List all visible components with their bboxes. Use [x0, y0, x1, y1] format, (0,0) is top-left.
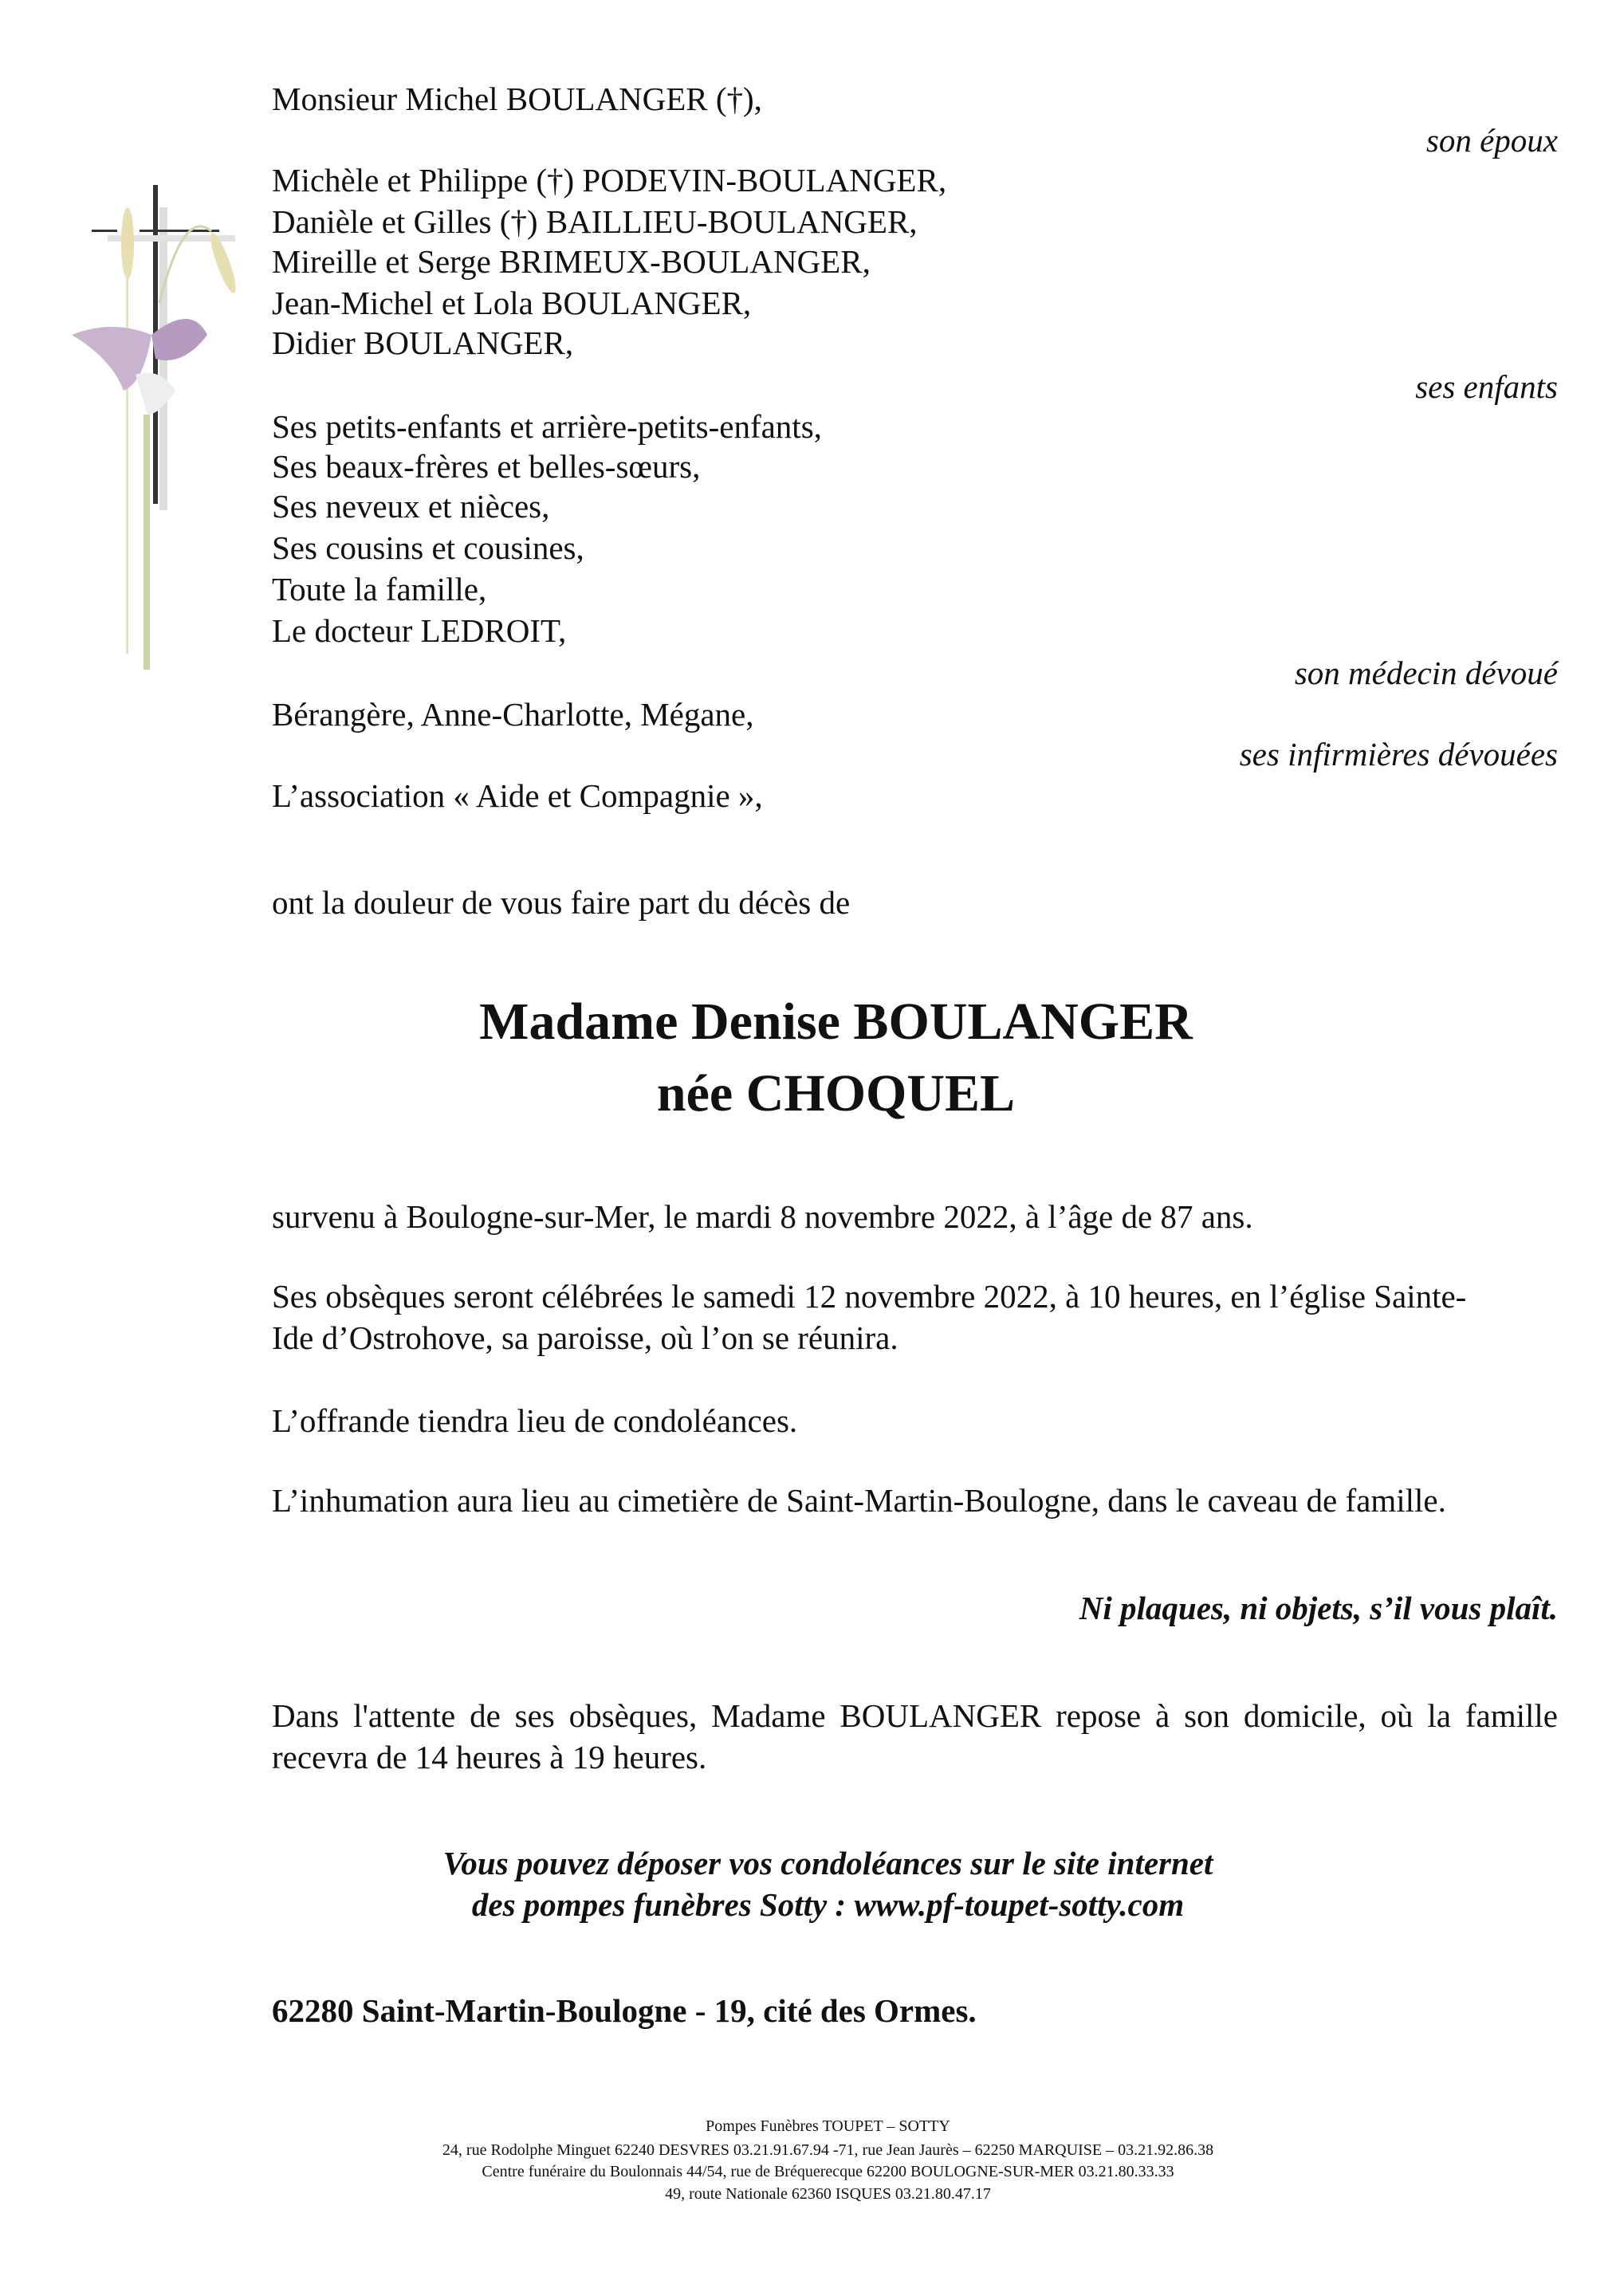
family-line: Toute la famille, [272, 571, 487, 607]
footer-address: 49, route Nationale 62360 ISQUES 03.21.80.47.17 [665, 2185, 991, 2203]
family-line: Didier BOULANGER, [272, 324, 574, 361]
repose-details: Dans l'attente de ses obsèques, Madame BOULANGER repose à son domicile, où la famille recevra de 14 heures à 19 heures. [272, 1697, 1558, 1775]
family-line: Ses neveux et nièces, [272, 488, 550, 525]
burial-details: L’inhumation aura lieu au cimetière de Saint-Martin-Boulogne, dans le caveau de famille. [272, 1482, 1446, 1519]
role-children: ses enfants [1415, 368, 1558, 405]
role-doctor: son médecin dévoué [1294, 655, 1558, 691]
footer-company: Pompes Funèbres TOUPET – SOTTY [706, 2117, 950, 2135]
deceased-name: Madame Denise BOULANGER [479, 993, 1193, 1051]
family-line: Le docteur LEDROIT, [272, 612, 567, 649]
footer-address: Centre funéraire du Boulonnais 44/54, rue de Bréquerecque 62200 BOULOGNE-SUR-MER 03.21.80.33.33 [482, 2163, 1174, 2180]
family-line: Bérangère, Anne-Charlotte, Mégane, [272, 696, 754, 733]
family-line: Ses cousins et cousines, [272, 529, 584, 566]
family-line: Monsieur Michel BOULANGER (†), [272, 81, 762, 117]
announcement: ont la douleur de vous faire part du décès de [272, 884, 851, 921]
deceased-maiden-name: née CHOQUEL [656, 1064, 1016, 1122]
family-line: Jean-Michel et Lola BOULANGER, [272, 285, 752, 321]
family-line: Michèle et Philippe (†) PODEVIN-BOULANGER, [272, 162, 947, 199]
offering-note: L’offrande tiendra lieu de condoléances. [272, 1402, 798, 1439]
no-plaques-note: Ni plaques, ni objets, s’il vous plaît. [1079, 1590, 1558, 1626]
role-spouse: son époux [1425, 122, 1558, 159]
footer-address: 24, rue Rodolphe Minguet 62240 DESVRES 03.21.91.67.94 -71, rue Jean Jaurès – 62250 MARQUISE – 03.21.92.86.38 [442, 2141, 1214, 2159]
role-nurses: ses infirmières dévouées [1239, 736, 1558, 773]
family-line: Ses petits-enfants et arrière-petits-enfants, [272, 408, 822, 445]
condolences-line-1: Vous pouvez déposer vos condoléances sur le site internet [442, 1845, 1213, 1881]
family-address: 62280 Saint-Martin-Boulogne - 19, cité des Ormes. [272, 1992, 977, 2029]
family-line: Danièle et Gilles (†) BAILLIEU-BOULANGER, [272, 203, 918, 240]
funeral-details: Ses obsèques seront célébrées le samedi 12 novembre 2022, à 10 heures, en l’église Sainte-Ide d’Ostrohove, sa paroisse, où l’on se réunira. [272, 1278, 1467, 1356]
death-details: survenu à Boulogne-sur-Mer, le mardi 8 novembre 2022, à l’âge de 87 ans. [272, 1198, 1253, 1235]
cross-with-calla-lily-illustration [64, 175, 255, 686]
condolences-line-2[interactable]: des pompes funèbres Sotty : www.pf-toupet-sotty.com [471, 1886, 1185, 1923]
family-line: L’association « Aide et Compagnie », [272, 777, 763, 814]
family-line: Mireille et Serge BRIMEUX-BOULANGER, [272, 243, 871, 280]
family-line: Ses beaux-frères et belles-sœurs, [272, 448, 701, 485]
